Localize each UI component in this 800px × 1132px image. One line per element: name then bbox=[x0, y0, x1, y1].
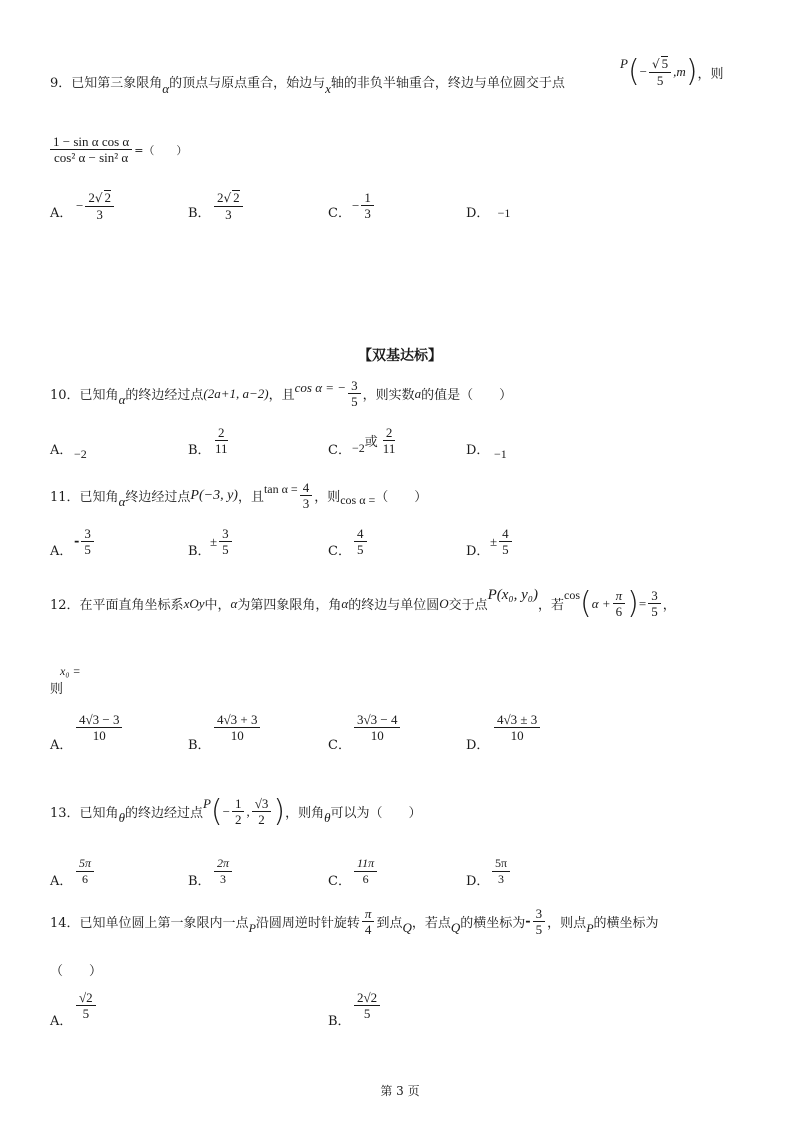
question-12-stem: 12． 在平面直角坐标系 xOy 中， α 为第四象限角，角 α 的终边与单位圆 O 交于点 P(x₀, y₀) ，若 cos ( α + $\frac{\pi}{6}$ ) = $\frac{3}{5}$ ， bbox=[50, 585, 676, 621]
q14-options: A． $\frac{√2}{5}$ B． $\frac{2√2}{5}$ bbox=[50, 990, 750, 1030]
option-c[interactable]: C． bbox=[328, 738, 351, 753]
q9-point: P ( − $\frac{√ 5}{5}$ ,m ) ，则 bbox=[620, 54, 724, 89]
option-c[interactable]: C． bbox=[328, 443, 351, 458]
option-d[interactable]: D． bbox=[466, 443, 490, 458]
question-9-stem: 9．已知第三象限角α的顶点与原点重合，始边与x轴的非负半轴重合，终边与单位圆交于点 bbox=[50, 76, 565, 96]
q9-number: 9． bbox=[50, 76, 72, 91]
option-b[interactable]: B． bbox=[188, 443, 211, 458]
option-b[interactable]: B． bbox=[188, 874, 211, 889]
option-d[interactable]: D． −1 bbox=[466, 206, 511, 221]
option-b[interactable]: B． bbox=[188, 738, 211, 753]
option-a[interactable]: A． bbox=[50, 1014, 73, 1029]
option-b[interactable]: B． bbox=[188, 206, 211, 221]
question-10-stem: 10． 已知角 α 的终边经过点 (2a+1, a−2) ，且 cos α = − $\frac{3}{5}$ ，则实数 a 的值是（ ） bbox=[50, 378, 513, 409]
question-13-stem: 13． 已知角 θ 的终边经过点 P ( − $\frac{1}{2}$ , $\frac{√3}{2}$ ) ，则角 θ 可以为（ ） bbox=[50, 793, 422, 829]
option-c[interactable]: C． bbox=[328, 206, 351, 221]
question-14-stem: 14． 已知单位圆上第一象限内一点 P 沿圆周逆时针旋转 $\frac{\pi}{4}$ 到点 Q ，若点 Q 的横坐标为 - $\frac{3}{5}$ ，则点 P 的横坐标为 bbox=[50, 906, 659, 937]
q9-expression: $\frac{\text{1 − sin α cos α}}{\text{cos² α − sin² α}}$ =（ ） bbox=[50, 134, 187, 165]
q12-then: x₀ = 则 bbox=[50, 664, 81, 697]
option-c[interactable]: C． bbox=[328, 874, 351, 889]
option-d[interactable]: D． bbox=[466, 874, 490, 889]
option-d[interactable]: D． bbox=[466, 544, 490, 559]
section-title: 【双基达标】 bbox=[358, 348, 442, 364]
question-11-stem: 11． 已知角 α 终边经过点 P(−3, y) ，且 tan α = $\frac{4}{3}$ ，则 cos α = （ ） bbox=[50, 480, 428, 511]
q12-options: A． $\frac{4√3 - 3}{10}$ B． $\frac{4√3 + 3}{10}$ C． $\frac{3√3 - 4}{10}$ D． $\frac{4√3 \pm 3}{10}$ bbox=[50, 712, 750, 752]
option-a[interactable]: A． bbox=[50, 544, 73, 559]
q9-options: A． − $\frac{2√ 2}{3}$ B． $\frac{2√ 2}{3}$ C． − $\frac{1}{3}$ D． −1 bbox=[50, 190, 511, 222]
option-a[interactable]: A． bbox=[50, 206, 73, 221]
option-a[interactable]: A． bbox=[50, 738, 73, 753]
q13-options: A． $\frac{5\pi}{6}$ B． $\frac{2\pi}{3}$ C． $\frac{11\pi}{6}$ D． $\frac{5\pi}{3}$ bbox=[50, 856, 750, 896]
option-a[interactable]: A． bbox=[50, 874, 73, 889]
page-number: 第 3 页 bbox=[380, 1084, 420, 1098]
q14-paren: （ ） bbox=[50, 964, 103, 979]
q10-options: A． −2 B． $\frac{2}{11}$ C． −2 或 $\frac{2}{11}$ D． −1 bbox=[50, 425, 507, 461]
q11-options: A． - $\frac{3}{5}$ B． ± $\frac{3}{5}$ C． $\frac{4}{5}$ D． ± $\frac{4}{5}$ bbox=[50, 526, 750, 566]
option-c[interactable]: C． bbox=[328, 544, 351, 559]
option-d[interactable]: D． bbox=[466, 738, 490, 753]
option-b[interactable]: B． bbox=[328, 1014, 351, 1029]
option-b[interactable]: B． bbox=[188, 544, 211, 559]
option-a[interactable]: A． bbox=[50, 443, 73, 458]
